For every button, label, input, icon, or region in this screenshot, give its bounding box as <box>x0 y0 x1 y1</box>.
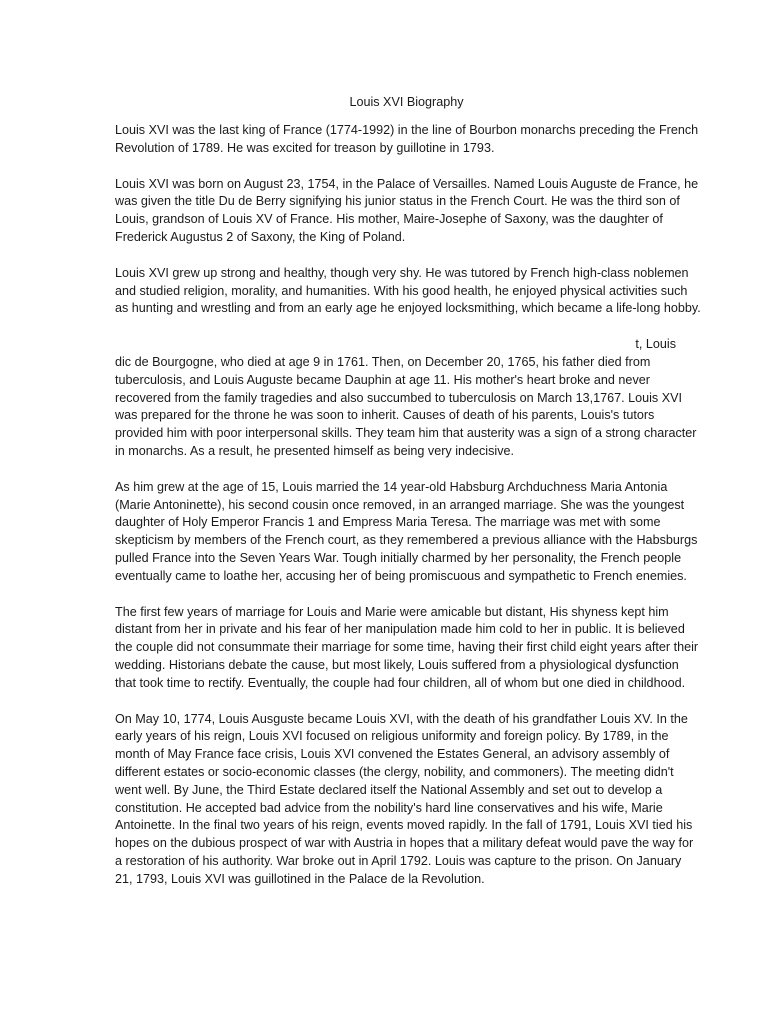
text-line: recovered from the family tragedies and also succumbed to tuberculosis on March 13,1767. Louis XVI <box>115 390 683 405</box>
text-line: went well. By June, the Third Estate declared itself the National Assembly and set out to develop a <box>115 782 663 797</box>
text-line: hopes on the dubious prospect of war with Austria in hopes that a military defeat would pave the way for <box>115 836 694 851</box>
paragraph-youth <box>115 265 701 318</box>
paragraph-intro <box>115 122 699 158</box>
text-line: Louis, grandson of Louis XV of France. His mother, Maire-Josephe of Saxony, was the daughter of <box>115 212 663 227</box>
text-line: pulled France into the Seven Years War. Tough initially charmed by her personality, the French people <box>115 550 682 565</box>
text-line: tuberculosis, and Louis Auguste became Dauphin at age 11. His mother's heart broke and never <box>115 372 650 387</box>
text-line: early years of his reign, Louis XVI focused on religious uniformity and foreign policy. By 1789, in the <box>115 729 669 744</box>
text-line: Louis XVI was born on August 23, 1754, in the Palace of Versailles. Named Louis Auguste de France, he <box>115 176 699 191</box>
text-line: in monarchs. As a result, he presented himself as being very indecisive. <box>115 443 515 458</box>
text-line: The first few years of marriage for Louis and Marie were amicable but distant, His shyness kept him <box>115 604 669 619</box>
text-line: and studied religion, morality, and humanities. With his good health, he enjoyed physical activities such <box>115 283 688 298</box>
text-line: On May 10, 1774, Louis Ausguste became Louis XVI, with the death of his grandfather Louis XV. In the <box>115 711 688 726</box>
text-line: wedding. Historians debate the cause, but most likely, Louis suffered from a physiological dysfunction <box>115 657 679 672</box>
document-title: Louis XVI Biography <box>349 95 464 109</box>
text-line: provided him with poor interpersonal skills. They team him that austerity was a sign of a strong character <box>115 426 697 441</box>
text-line: t, Louis <box>635 337 676 352</box>
text-line: Louis XVI grew up strong and healthy, though very shy. He was tutored by French high-class noblemen <box>115 265 689 280</box>
text-line: was prepared for the throne he was soon to inherit. Causes of death of his parents, Louis's tutors <box>115 408 655 423</box>
paragraph-marriage <box>115 479 698 586</box>
text-line: the couple did not consummate their marriage for some time, having their first child eight years after their <box>115 640 699 655</box>
paragraph-reign <box>115 711 694 889</box>
text-line: distant from her in private and his fear of her manipulation made him cold to her in public. It is believed <box>115 622 685 637</box>
text-line: as hunting and wrestling and from an early age he enjoyed locksmithing, which became a life-long hobby. <box>115 301 701 316</box>
text-line: Frederick Augustus 2 of Saxony, the King of Poland. <box>115 229 406 244</box>
paragraph-dauphin <box>115 336 697 461</box>
text-line: As him grew at the age of 15, Louis married the 14 year-old Habsburg Archduchness Maria Antonia <box>115 479 668 494</box>
text-line: 21, 1793, Louis XVI was guillotined in the Palace de la Revolution. <box>115 871 485 886</box>
text-line: daughter of Holy Emperor Francis 1 and Empress Maria Teresa. The marriage was met with some <box>115 515 661 530</box>
text-line: Antoinette. In the final two years of his reign, events moved rapidly. In the fall of 1791, Louis XVI tied his <box>115 818 693 833</box>
paragraph-birth <box>115 176 699 247</box>
text-line: (Marie Antoninette), his second cousin once removed, in an arranged marriage. She was the youngest <box>115 497 685 512</box>
text-line: month of May France face crisis, Louis XVI convened the Estates General, an advisory assembly of <box>115 747 670 762</box>
text-line: that took time to rectify. Eventually, the couple had four children, all of whom but one died in childhood. <box>115 675 686 690</box>
text-line: was given the title Du de Berry signifying his junior status in the French Court. He was the third son of <box>115 194 680 209</box>
text-line: skepticism by members of the French court, as they remembered a previous alliance with the Habsburgs <box>115 533 698 548</box>
text-line: Louis XVI was the last king of France (1774-1992) in the line of Bourbon monarchs preceding the French <box>115 123 699 137</box>
paragraph-early-marriage <box>115 604 699 693</box>
text-line: a restoration of his authority. War broke out in April 1792. Louis was capture to the prison. On January <box>115 853 682 868</box>
text-line: dic de Bourgogne, who died at age 9 in 1761. Then, on December 20, 1765, his father died from <box>115 354 651 369</box>
text-line: different estates or socio-economic classes (the clergy, nobility, and commoners). The meeting didn't <box>115 764 674 779</box>
text-line: Revolution of 1789. He was excited for treason by guillotine in 1793. <box>115 140 495 155</box>
text-line: constitution. He accepted bad advice from the nobility's hard line conservatives and his wife, Marie <box>115 800 663 815</box>
text-line: eventually came to loathe her, accusing her of being promiscuous and sympathetic to French enemies. <box>115 568 687 583</box>
